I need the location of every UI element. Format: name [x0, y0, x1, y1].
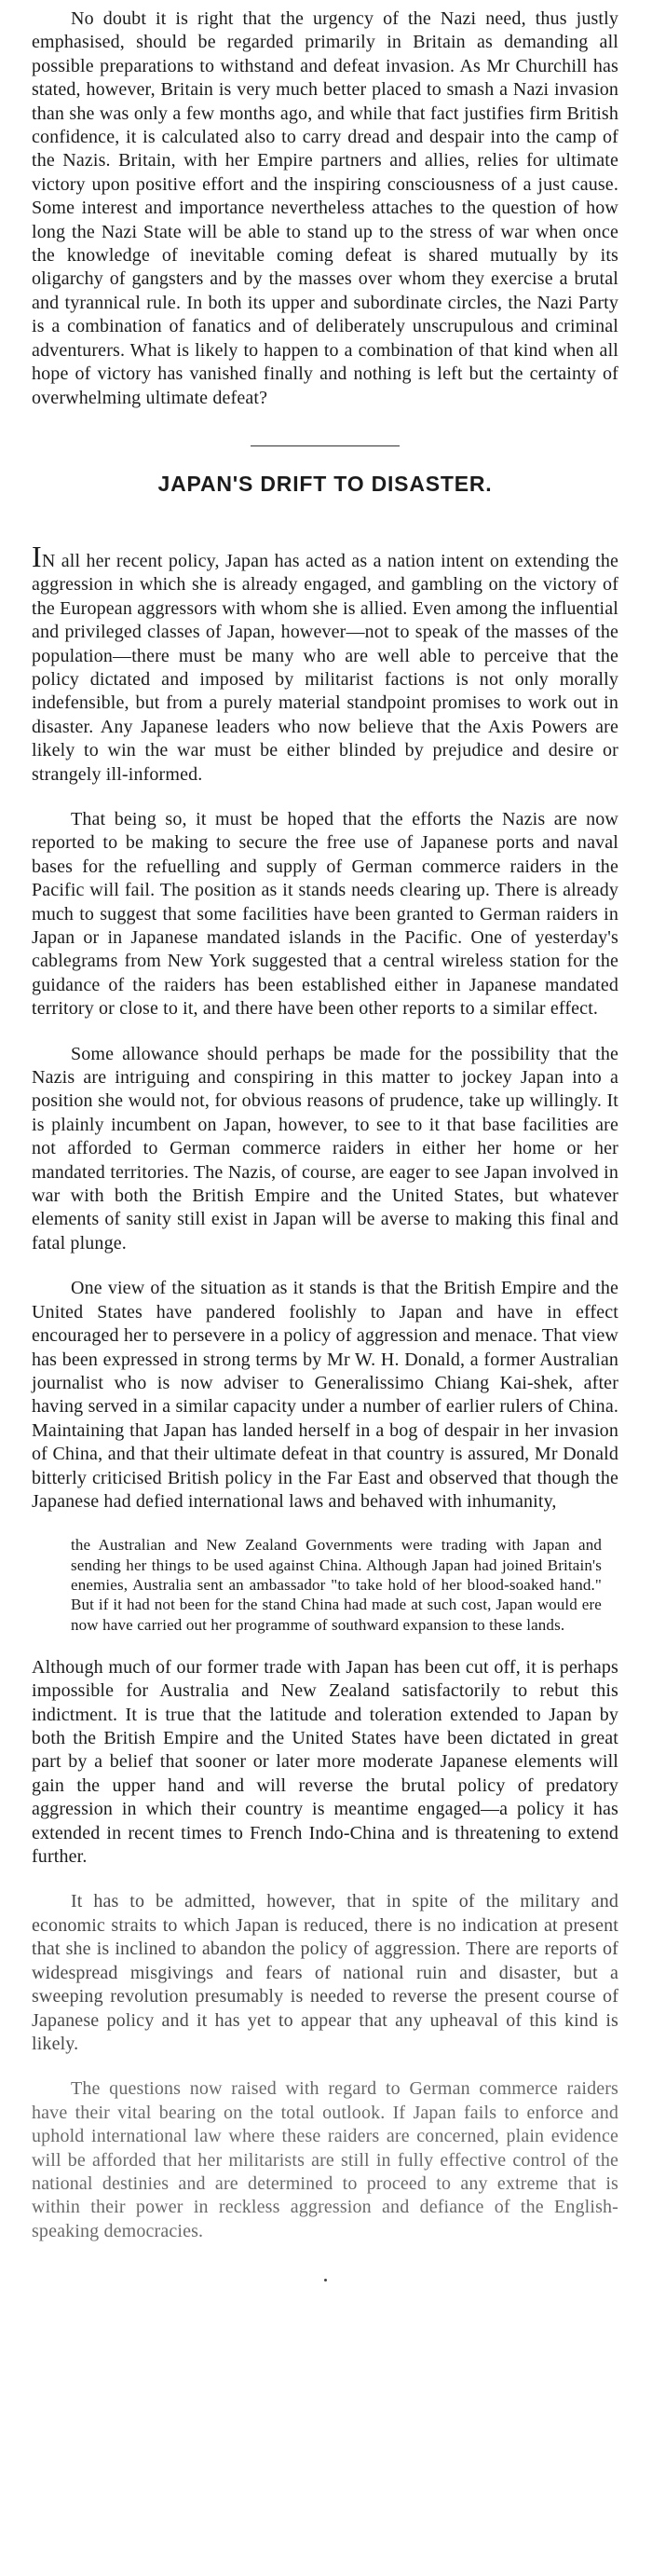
article-paragraph-3: Some allowance should perhaps be made for the possibility that the Nazis are intriguing and conspiring in this matter to jockey Japan into a position she would not, for obvious reasons of prudence, take up willingly. It is plainly incumbent on Japan, however, to see to it that base facilities are not afforded to German commerce raiders in either her home or her mandated territories. The Nazis, of course, are eager to see Japan involved in war with both the British Empire and the United States, but whatever elements of sanity still exist in Japan will be averse to making this final and fatal plunge. [32, 1043, 618, 1254]
article-title: JAPAN'S DRIFT TO DISASTER. [157, 471, 493, 496]
article-paragraph-6: It has to be admitted, however, that in spite of the military and economic straits to which Japan is reduced, there is no indication at present that she is inclined to abandon the policy of aggression. There are reports of widespread misgivings and fears of national ruin and disaster, but a sweeping revolution presumably is needed to reverse the present course of Japanese policy and it has yet to appear that any upheaval of this kind is likely. [32, 1891, 618, 2054]
article-paragraph-2: That being so, it must be hoped that the efforts the Nazis are now reported to be making to secure the free use of Japanese ports and naval bases for the refuelling and supply of German commerce raiders in the Pacific will fail. The position as it stands needs clearing up. There is already much to suggest that some facilities have been granted to German raiders in Japan or in Japanese mandated islands in the Pacific. One of yesterday's cablegrams from New York suggested that a central wireless station for the guidance of the raiders has been established either in Japanese mandated territory or close to it, and there have been other reports to a similar effect. [32, 808, 618, 1020]
end-mark [324, 2279, 327, 2281]
article-paragraph-4: One view of the situation as it stands is that the British Empire and the United States have pandered foolishly to Japan and have in effect encouraged her to persevere in a policy of aggression and menace. That view has been expressed in strong terms by Mr W. H. Donald, a former Australian journalist who is now adviser to Generalissimo Chiang Kai-shek, after having served in a similar capacity under a number of earlier rulers of China. Maintaining that Japan has landed herself in a bog of despair in her invasion of China, and that their ultimate defeat in that country is assured, Mr Donald bitterly criticised British policy in the Far East and observed that though the Japanese had defied international laws and behaved with inhumanity, [32, 1278, 618, 1512]
article-paragraph-1: IN all her recent policy, Japan has acted as a nation intent on extending the aggression in which she is already engaged, and gambling on the victory of the European aggressors with whom she is allied. Even among the influential and privileged classes of Japan, however—not to speak of the masses of the population—there must be many who are well able to perceive that the policy dictated and imposed by militarist factions is not only morally indefensible, but from a purely material standpoint promises to work out in disaster. Any Japanese leaders who now believe that the Axis Powers are likely to win the war must be either blinded by prejudice and desire or strangely ill-informed. [32, 539, 618, 785]
article-paragraph-5: Although much of our former trade with Japan has been cut off, it is perhaps impossible for Australia and New Zealand satisfactorily to rebut this indictment. It is true that the latitude and toleration extended to Japan by both the British Empire and the United States have been dictated in great part by a belief that sooner or later more moderate Japanese elements will gain the upper hand and will reverse the brutal policy of predatory aggression in which their country is meantime engaged—a policy it has extended in recent times to French Indo-China and is threatening to extend further. [32, 1656, 618, 1868]
intro-paragraph: No doubt it is right that the urgency of the Nazi need, thus justly emphasised, should be regarded primarily in Britain as demanding all possible preparations to withstand and defeat invasion. As Mr Churchill has stated, however, Britain is very much better placed to smash a Nazi invasion than she was only a few months ago, and while that fact justifies firm British confidence, it is calculated also to carry dread and despair into the camp of the Nazis. Britain, with her Empire partners and allies, relies for ultimate victory upon positive effort and the inspiring consciousness of a just cause. Some interest and importance nevertheless attaches to the question of how long the Nazi State will be able to stand up to the stress of war when once the knowledge of inevitable coming defeat is shared mutually by its oligarchy of gangsters and by the masses over whom they exercise a brutal and tyrannical rule. In both its upper and subordinate circles, the Nazi Party is a combination of fanatics and of deliberately unscrupulous and criminal adventurers. What is likely to happen to a combination of that kind when all hope of victory has vanished finally and nothing is left but the certainty of overwhelming ultimate defeat? [32, 8, 618, 408]
article-paragraph-7: The questions now raised with regard to German commerce raiders have their vital bearing on the total outlook. If Japan fails to enforce and uphold international law where these raiders are concerned, plain evidence will be afforded that her militarists are still in fully effective control of the national destinies and are determined to proceed to any extreme that is within their power in reckless aggression and defiance of the English-speaking democracies. [32, 2078, 618, 2241]
section-divider [251, 445, 400, 446]
block-quote: the Australian and New Zealand Governments were trading with Japan and sending her things to be used against China. Although Japan had joined Britain's enemies, Australia sent an ambassador "to take hold of her blood-soaked hand." But if it had not been for the stand China had made at such cost, Japan would ere now have carried out her programme of southward expansion to these lands. [71, 1536, 602, 1634]
